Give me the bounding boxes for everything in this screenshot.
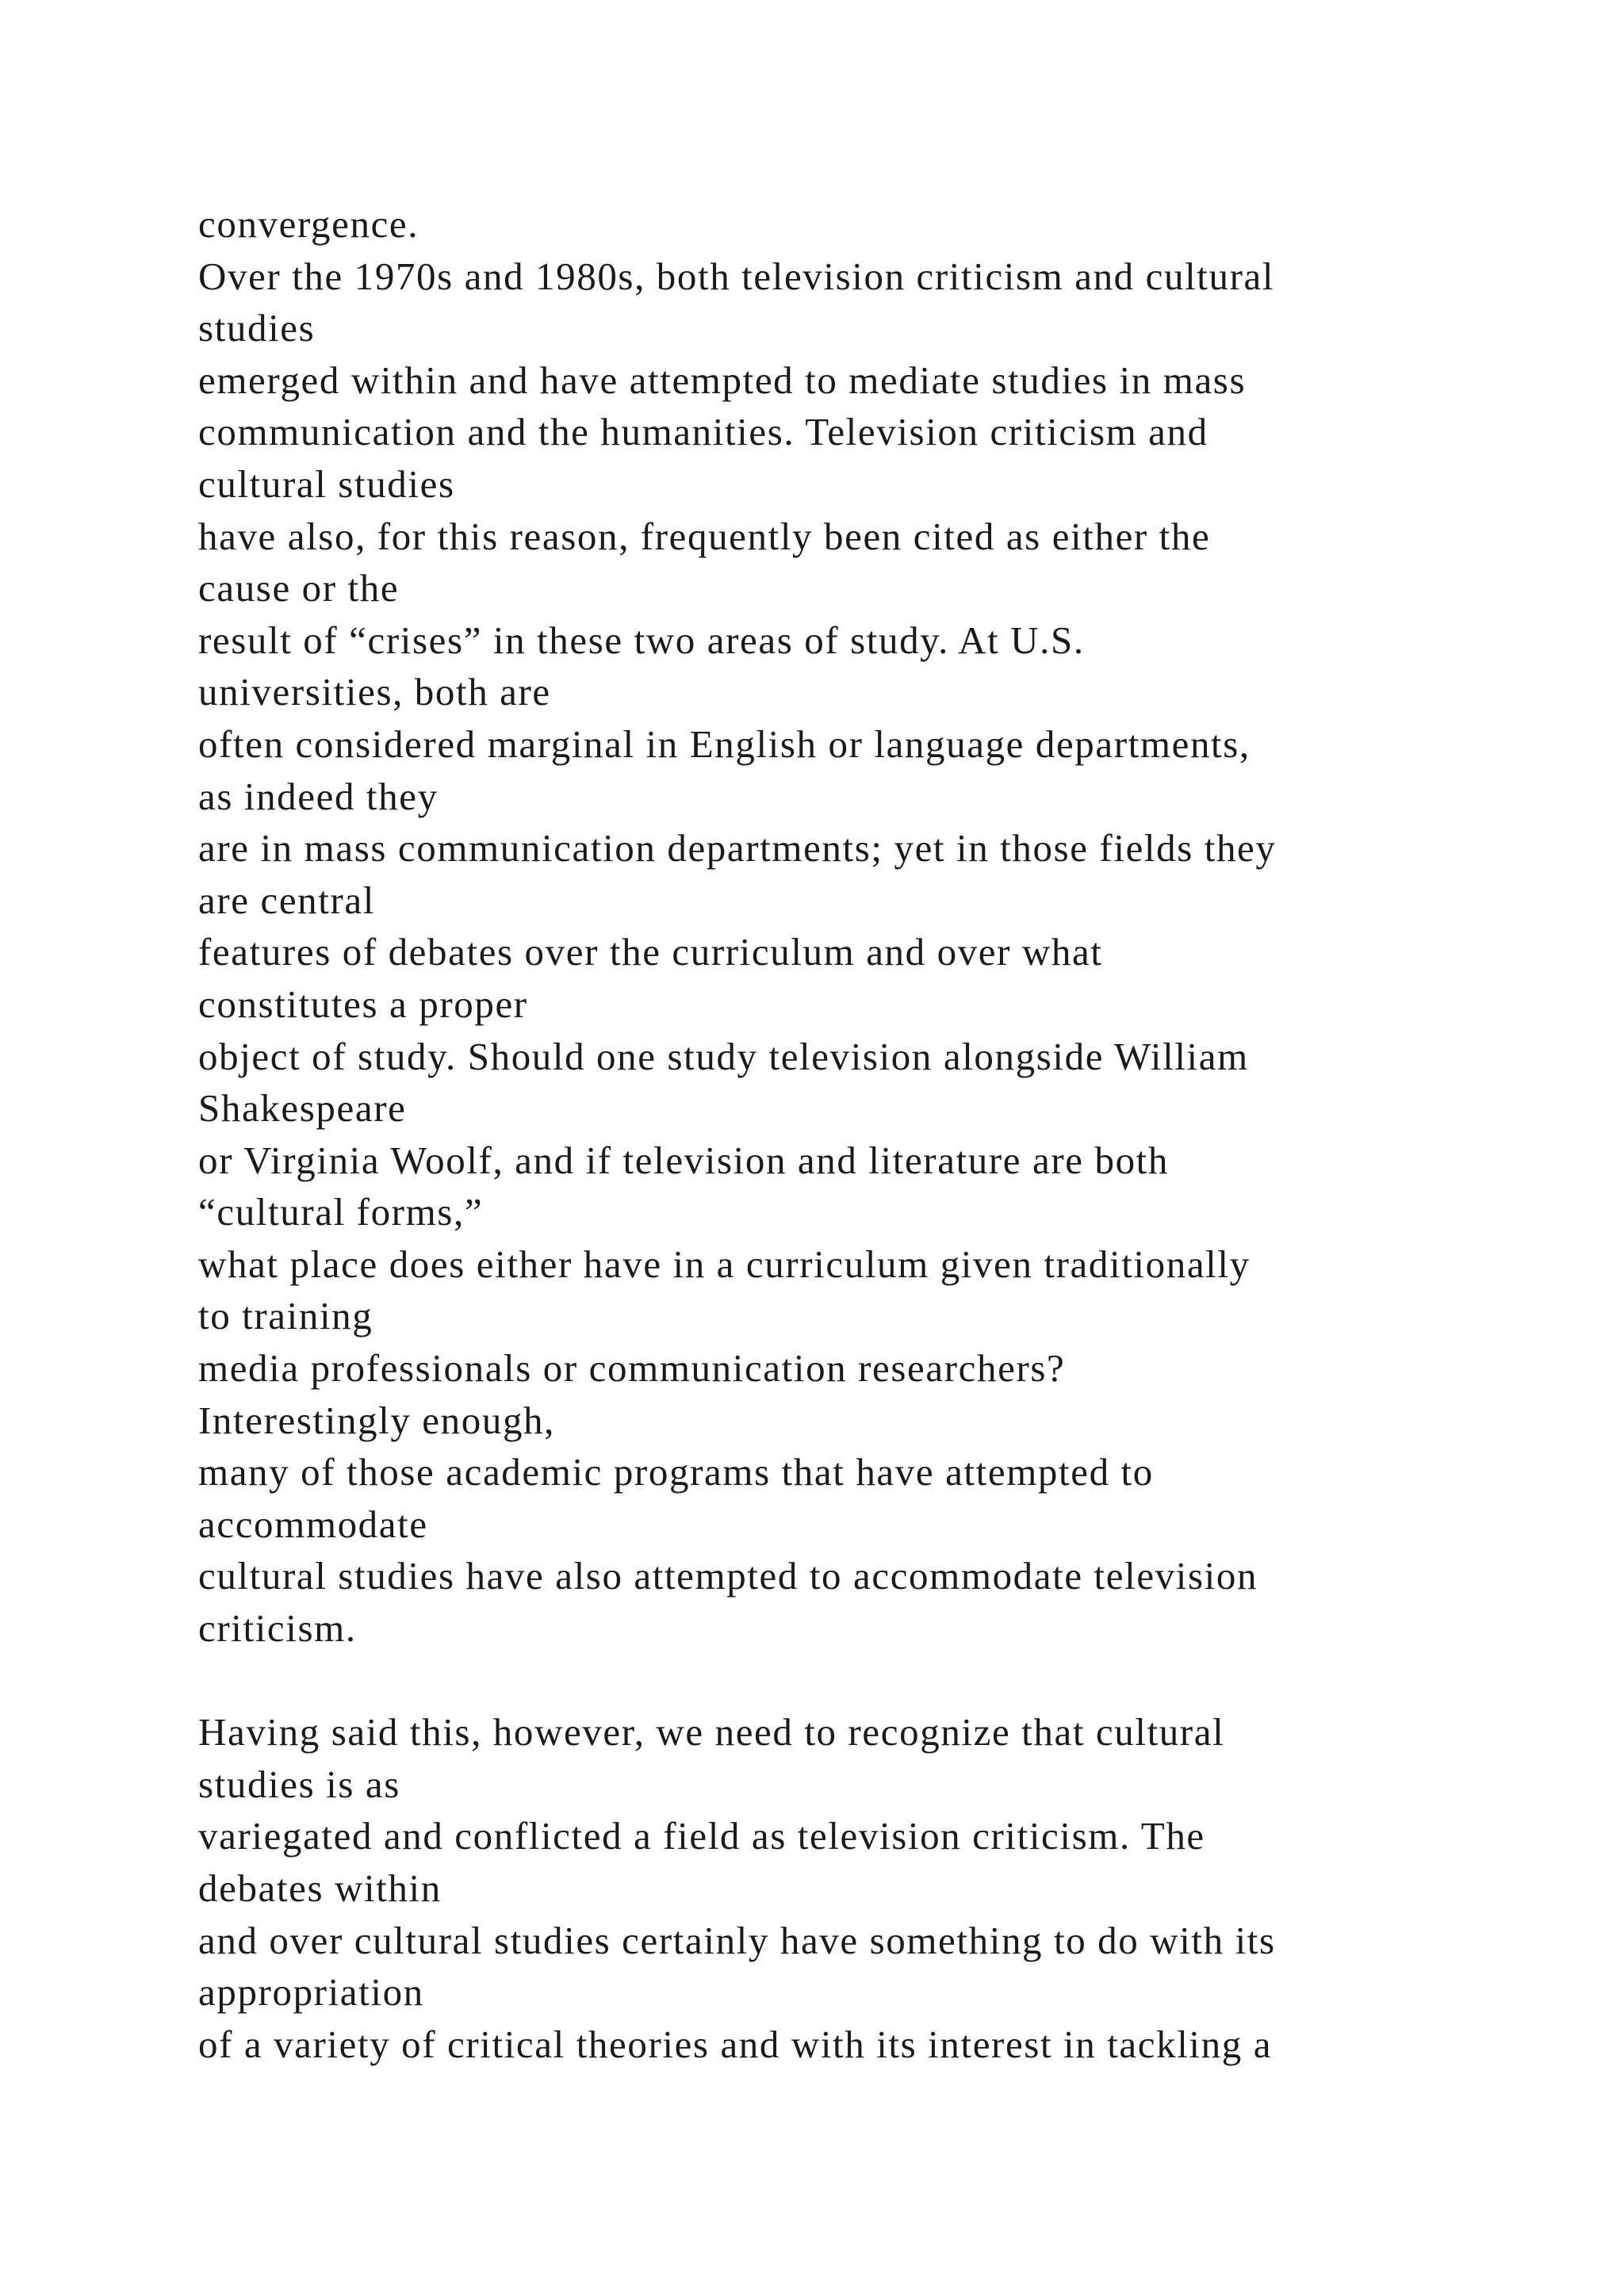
text-line: cultural studies have also attempted to accommodate television xyxy=(198,1554,1258,1598)
text-line: many of those academic programs that have attempted to xyxy=(198,1450,1154,1494)
text-line: emerged within and have attempted to mediate studies in mass xyxy=(198,358,1247,402)
text-line: Having said this, however, we need to recognize that cultural xyxy=(198,1710,1225,1755)
text-line: media professionals or communication researchers? xyxy=(198,1346,1066,1391)
text-line: criticism. xyxy=(198,1606,357,1651)
text-line: studies xyxy=(198,306,316,350)
paragraph-break xyxy=(198,1655,1546,1707)
text-line: studies is as xyxy=(198,1762,400,1806)
text-line: of a variety of critical theories and with its interest in tackling a xyxy=(198,2022,1273,2066)
text-line: or Virginia Woolf, and if television and literature are both xyxy=(198,1138,1169,1182)
text-line: often considered marginal in English or language departments, xyxy=(198,721,1251,766)
text-line: result of “crises” in these two areas of study. At U.S. xyxy=(198,618,1085,662)
body-text xyxy=(198,198,1546,2070)
text-line: accommodate xyxy=(198,1502,428,1546)
text-line: Over the 1970s and 1980s, both television criticism and cultural xyxy=(198,254,1275,298)
text-line: “cultural forms,” xyxy=(198,1190,484,1234)
text-line: constitutes a proper xyxy=(198,982,528,1026)
text-line: communication and the humanities. Television criticism and xyxy=(198,410,1208,454)
text-line: and over cultural studies certainly have something to do with its xyxy=(198,1918,1276,1962)
text-line: object of study. Should one study television alongside William xyxy=(198,1034,1249,1078)
text-line: appropriation xyxy=(198,1970,424,2015)
text-line: cause or the xyxy=(198,566,400,610)
text-line: Interestingly enough, xyxy=(198,1398,556,1442)
text-line: universities, both are xyxy=(198,670,551,714)
text-line: cultural studies xyxy=(198,461,455,506)
text-line: are central xyxy=(198,878,375,922)
text-line: features of debates over the curriculum and over what xyxy=(198,930,1103,974)
text-line: are in mass communication departments; yet in those fields they xyxy=(198,826,1277,871)
text-line: to training xyxy=(198,1294,373,1338)
text-line: have also, for this reason, frequently been cited as either the xyxy=(198,514,1211,558)
text-line: what place does either have in a curriculum given traditionally xyxy=(198,1242,1251,1286)
text-line: debates within xyxy=(198,1866,442,1910)
text-line: as indeed they xyxy=(198,774,439,818)
text-line: Shakespeare xyxy=(198,1086,407,1131)
text-line: variegated and conflicted a field as television criticism. The xyxy=(198,1814,1205,1858)
text-line: convergence. xyxy=(198,202,419,246)
